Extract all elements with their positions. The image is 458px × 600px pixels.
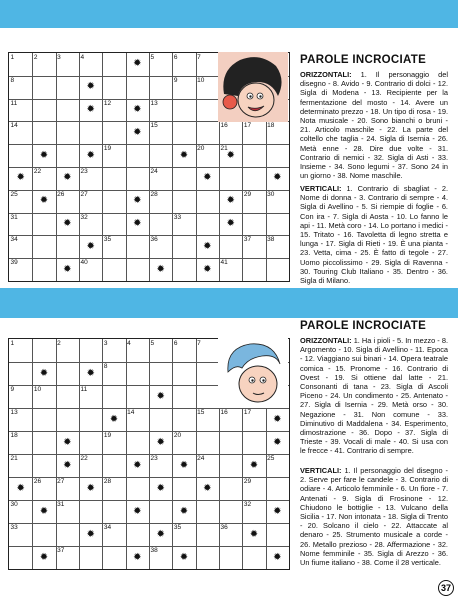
black-square-star-icon: ✹ xyxy=(63,263,72,275)
puzzle-1-title: PAROLE INCROCIATE xyxy=(300,54,427,66)
clue-number: 4 xyxy=(127,340,131,347)
clue-number: 5 xyxy=(150,54,155,61)
black-square-star-icon: ✹ xyxy=(63,172,72,184)
clue-number: 35 xyxy=(103,236,112,244)
clue-number: 4 xyxy=(80,54,85,61)
black-square-star-icon: ✹ xyxy=(39,195,49,207)
down-label: VERTICALI: xyxy=(300,184,342,193)
clue-number: 32 xyxy=(243,501,252,508)
clue-number: 34 xyxy=(10,236,18,244)
clue-number: 34 xyxy=(103,524,112,531)
clue-number: 40 xyxy=(80,259,88,267)
puzzle-2-title: PAROLE INCROCIATE xyxy=(300,320,427,332)
middle-blue-band xyxy=(0,288,458,318)
clue-number: 5 xyxy=(150,340,155,347)
clue-number: 7 xyxy=(197,340,201,347)
black-square-star-icon: ✹ xyxy=(273,172,282,184)
puzzle-2-down-clues xyxy=(300,466,448,567)
clue-number: 13 xyxy=(150,99,158,107)
grid-line xyxy=(9,546,289,547)
clue-number: 36 xyxy=(220,524,228,531)
clue-number: 16 xyxy=(220,409,228,416)
cartoon-character-icon xyxy=(218,52,288,122)
black-square-star-icon: ✹ xyxy=(203,172,212,184)
clue-number: 6 xyxy=(173,54,178,61)
clue-number: 17 xyxy=(243,409,252,416)
clue-number: 9 xyxy=(173,76,178,84)
clue-number: 24 xyxy=(197,455,205,462)
black-square-star-icon: ✹ xyxy=(179,149,189,161)
clue-number: 19 xyxy=(103,145,112,153)
black-square-star-icon: ✹ xyxy=(63,459,72,471)
clue-number: 8 xyxy=(103,363,108,370)
across-text-2: 1. Ha i pioli - 5. In mezzo - 8. Argomento - 10. Sigla di Avellino - 11. Epoca - 12. Viaggiano sui binari - 14. Opera teatrale comica - 15. Pronome - 16. Contrario di Ovest - 19. Si ottiene dal latte - 21. Consonanti di tana - 23. Sigla di Ascoli Piceno - 24. Un condimento - 25. Antenato - 27. Sigla di Isernia - 29. Metà orso - 30. Negazione - 31. Non comune - 33. Diminutivo di Maddalena - 34. Esperimento, dimostrazione - 36. Dopo - 37. Sigla di Trieste - 39. Vocali di male - 40. Si usa con le frecce - 41. Contrario di sempre. xyxy=(300,336,449,456)
clue-number: 33 xyxy=(10,524,18,531)
black-square-star-icon: ✹ xyxy=(203,263,212,275)
grid-line xyxy=(9,454,289,455)
clue-number: 28 xyxy=(150,190,158,198)
clue-number: 36 xyxy=(150,236,158,244)
black-square-star-icon: ✹ xyxy=(86,149,95,161)
clue-number: 12 xyxy=(103,99,112,107)
black-square-star-icon: ✹ xyxy=(39,551,49,563)
clue-number: 15 xyxy=(150,122,158,130)
black-square-star-icon: ✹ xyxy=(203,240,212,252)
clue-number: 13 xyxy=(10,409,18,416)
down-label-2: VERTICALI: xyxy=(300,466,342,475)
clue-number: 26 xyxy=(33,478,42,485)
black-square-star-icon: ✹ xyxy=(249,528,259,540)
clue-number: 17 xyxy=(243,122,252,130)
clue-number: 31 xyxy=(57,501,65,508)
grid-line xyxy=(9,144,289,145)
clue-number: 7 xyxy=(197,54,201,61)
clue-number: 18 xyxy=(267,122,275,130)
down-text-2: 1. Il personaggio del disegno - 2. Serve per fare le candele - 3. Contrario di odiare - 4. Articolo femminile - 6. Un fiore - 7. Antenati - 9. Sigla di Frosinone - 12. Chiudono le bottiglie - 13. Vulcano della Sicilia - 17. Non intonata - 18. Sigla di Trento - 20. Solcano il cielo - 22. Attaccate al denaro - 25. Strumento musicale a corde - 26. Metallo prezioso - 28. Affermazione - 32. Nome femminile - 35. Sigla di Arezzo - 36. Un fiume italiano - 38. Come il 28 verticale. xyxy=(300,466,448,568)
black-square-star-icon: ✹ xyxy=(133,218,142,229)
black-square-star-icon: ✹ xyxy=(39,505,49,517)
cartoon-girl-icon xyxy=(218,338,288,408)
page-number: 37 xyxy=(438,580,454,596)
clue-number: 28 xyxy=(103,478,112,485)
black-square-star-icon: ✹ xyxy=(133,505,142,517)
clue-number: 8 xyxy=(10,76,15,84)
grid-line xyxy=(9,213,289,214)
clue-number: 29 xyxy=(243,478,252,485)
clue-number: 14 xyxy=(127,409,135,416)
clue-number: 37 xyxy=(243,236,252,244)
grid-line xyxy=(9,431,289,432)
clue-number: 20 xyxy=(173,432,182,439)
black-square-star-icon: ✹ xyxy=(63,436,72,448)
clue-number: 11 xyxy=(80,386,88,393)
clue-number: 23 xyxy=(80,168,88,175)
clue-number: 21 xyxy=(10,455,18,462)
black-square-star-icon: ✹ xyxy=(179,505,189,517)
black-square-star-icon: ✹ xyxy=(86,240,95,252)
clue-number: 1 xyxy=(10,54,15,61)
grid-line xyxy=(9,167,289,168)
black-square-star-icon: ✹ xyxy=(179,551,189,563)
clue-number: 22 xyxy=(80,455,88,462)
black-square-star-icon: ✹ xyxy=(86,367,95,379)
clue-number: 1 xyxy=(10,340,15,347)
clue-number: 30 xyxy=(10,501,18,508)
black-square-star-icon: ✹ xyxy=(226,218,235,229)
clue-number: 15 xyxy=(197,409,205,416)
grid-line xyxy=(9,523,289,524)
black-square-star-icon: ✹ xyxy=(16,172,25,184)
black-square-star-icon: ✹ xyxy=(156,528,165,540)
clue-number: 35 xyxy=(173,524,182,531)
clue-number: 33 xyxy=(173,213,182,221)
across-text: 1. Il personaggio del disegno - 8. Avido - 9. Contrario di dolci - 12. Sigla di Modena - 13. Recipiente per la fermentazione del mosto - 14. Avere un determinato prezzo - 18. Un tipo di rosa - 19. Nota musicale - 20. Sono bianchi o bruni - 21. Articolo maschile - 22. La parte del coltello che taglia - 24. Sigla di Isernia - 26. Metà enne - 28. Dire due volte - 31. Contrario di nemici - 32. Sigla di Asti - 33. Insieme - 34. Sono legumi - 37. Sono 24 in un giorno - 38. Nome maschile. xyxy=(300,70,448,181)
clue-number: 2 xyxy=(57,340,61,347)
clue-number: 2 xyxy=(33,54,38,61)
down-text: 1. Contrario di sbagliat - 2. Nome di donna - 3. Contrario di sempre - 4. Sigla di Avellino - 5. Si riempie di foglie - 6. Con ira - 7. Sigla di Aosta - 10. Lo fanno le api - 11. Metà coro - 14. Lo portano i medici - 15. Tritato - 16. Tavoletta di legno stretta e lunga - 17. Sigla di Rieti - 19. È una pianta - 23. Vetta, cima - 25. È fatto di tegole - 27. Uomo piccolissimo - 29. Sigla di Ravenna - 30. Touring Club Italiano - 35. Dentro - 36. Sigla di Milano. xyxy=(300,184,448,286)
black-square-star-icon: ✹ xyxy=(86,81,95,93)
black-square-star-icon: ✹ xyxy=(39,367,49,379)
black-square-star-icon: ✹ xyxy=(273,436,282,448)
clue-number: 20 xyxy=(197,145,205,153)
puzzle-1-across-clues xyxy=(300,70,448,180)
black-square-star-icon: ✹ xyxy=(133,126,142,138)
clue-number: 32 xyxy=(80,213,88,221)
clue-number: 31 xyxy=(10,213,18,221)
black-square-star-icon: ✹ xyxy=(273,413,282,425)
clue-number: 37 xyxy=(57,547,65,554)
clue-number: 11 xyxy=(10,99,18,107)
clue-number: 38 xyxy=(267,236,275,244)
black-square-star-icon: ✹ xyxy=(273,551,282,563)
black-square-star-icon: ✹ xyxy=(156,482,165,494)
clue-number: 6 xyxy=(173,340,178,347)
black-square-star-icon: ✹ xyxy=(156,263,165,275)
clue-number: 9 xyxy=(10,386,15,393)
black-square-star-icon: ✹ xyxy=(63,218,72,229)
black-square-star-icon: ✹ xyxy=(273,505,282,517)
clue-number: 38 xyxy=(150,547,158,554)
black-square-star-icon: ✹ xyxy=(86,528,95,540)
black-square-star-icon: ✹ xyxy=(133,104,142,115)
black-square-star-icon: ✹ xyxy=(226,149,235,161)
puzzle-1-down-clues xyxy=(300,184,448,285)
clue-number: 18 xyxy=(10,432,18,439)
black-square-star-icon: ✹ xyxy=(39,149,49,161)
black-square-star-icon: ✹ xyxy=(16,482,25,494)
clue-number: 3 xyxy=(103,340,108,347)
clue-number: 21 xyxy=(220,145,228,153)
across-label: ORIZZONTALI: xyxy=(300,70,352,79)
clue-number: 29 xyxy=(243,190,252,198)
black-square-star-icon: ✹ xyxy=(156,436,165,448)
grid-line xyxy=(9,258,289,259)
clue-number: 14 xyxy=(10,122,18,130)
black-square-star-icon: ✹ xyxy=(86,104,95,115)
clue-number: 39 xyxy=(10,259,18,267)
black-square-star-icon: ✹ xyxy=(133,58,142,70)
black-square-star-icon: ✹ xyxy=(109,413,119,425)
top-blue-band xyxy=(0,0,458,28)
black-square-star-icon: ✹ xyxy=(133,459,142,471)
black-square-star-icon: ✹ xyxy=(133,195,142,207)
clue-number: 25 xyxy=(10,190,18,198)
clue-number: 23 xyxy=(150,455,158,462)
clue-number: 3 xyxy=(57,54,61,61)
black-square-star-icon: ✹ xyxy=(226,195,235,207)
clue-number: 19 xyxy=(103,432,112,439)
clue-number: 10 xyxy=(33,386,42,393)
clue-number: 27 xyxy=(80,190,88,198)
puzzle-2-across-clues xyxy=(300,336,448,456)
clue-number: 16 xyxy=(220,122,228,130)
clue-number: 26 xyxy=(57,190,65,198)
black-square-star-icon: ✹ xyxy=(179,459,189,471)
black-square-star-icon: ✹ xyxy=(86,482,95,494)
clue-number: 24 xyxy=(150,168,158,175)
black-square-star-icon: ✹ xyxy=(203,482,212,494)
black-square-star-icon: ✹ xyxy=(156,390,165,402)
clue-number: 10 xyxy=(197,76,205,84)
clue-number: 25 xyxy=(267,455,275,462)
black-square-star-icon: ✹ xyxy=(133,551,142,563)
across-label-2: ORIZZONTALI: xyxy=(300,336,352,345)
clue-number: 27 xyxy=(57,478,65,485)
black-square-star-icon: ✹ xyxy=(249,459,259,471)
clue-number: 30 xyxy=(267,190,275,198)
clue-number: 22 xyxy=(33,168,42,175)
clue-number: 41 xyxy=(220,259,228,267)
